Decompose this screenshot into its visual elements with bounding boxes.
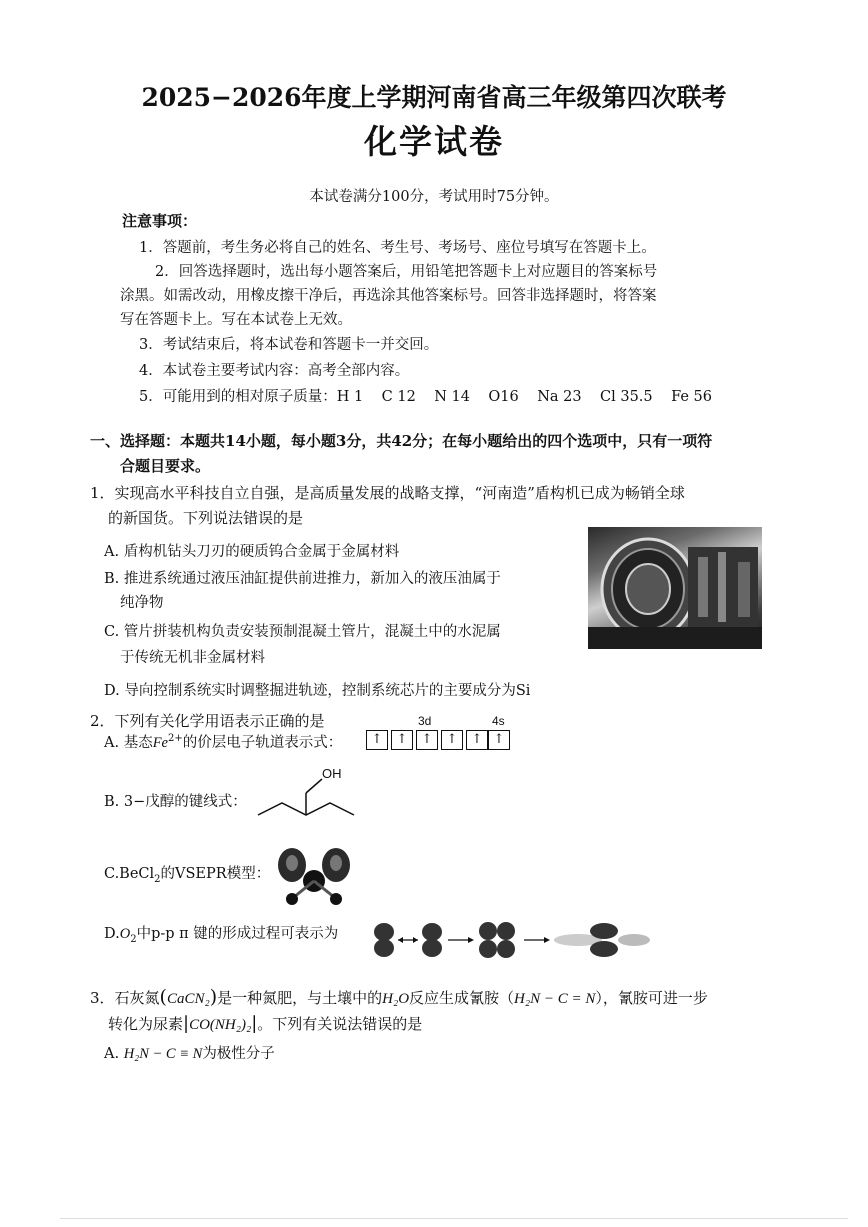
exam-title: 2025−2026年度上学期河南省高三年级第四次联考 <box>141 83 727 112</box>
q3-stem-line2: 转化为尿素|CO(NH₂)₂|。下列有关说法错误的是 <box>108 1013 423 1034</box>
q3-text-2: 是一种氮肥，与土壤中的 <box>217 989 383 1007</box>
q2-option-d-prefix: D. <box>104 926 120 942</box>
q3-option-a-formula: H₂N − C ≡ N <box>123 1046 203 1062</box>
o2-symbol: O <box>119 926 131 942</box>
vsepr-model <box>270 845 360 905</box>
orbital-diagram-4s <box>488 729 513 750</box>
q1-option-a: A. 盾构机钻头刀刃的硬质钨合金属于金属材料 <box>104 544 400 560</box>
q3-text-4: ），氰胺可进一步 <box>595 989 708 1007</box>
q3-text-6: 。下列有关说法错误的是 <box>257 1015 423 1033</box>
q2-option-b: B. 3−戊醇的键线式： <box>104 794 247 810</box>
score-time-note: 本试卷满分100分，考试用时75分钟。 <box>309 189 559 205</box>
pi-bond-formation-diagram <box>366 918 656 962</box>
o2-sub: 2 <box>130 933 137 945</box>
orbital-box: ↑ <box>441 730 463 750</box>
q2-option-c-suffix: 的VSEPR模型： <box>160 866 271 882</box>
notice-item-2-line3: 写在答题卡上。写在本试卷上无效。 <box>120 312 352 328</box>
q2-option-a <box>104 731 342 752</box>
notice-item-2-line2: 涂黑。如需改动，用橡皮擦干净后，再选涂其他答案标号。回答非选择题时，将答案 <box>120 288 657 304</box>
notice-heading: 注意事项： <box>122 212 198 230</box>
cacn2-formula: CaCN₂ <box>166 991 210 1007</box>
notice-item-3: 3．考试结束后，将本试卷和答题卡一并交回。 <box>139 337 439 353</box>
q3-text-5: 转化为尿素 <box>108 1015 184 1033</box>
q3-stem-line1: 3．石灰氮(CaCN₂)是一种氮肥，与土壤中的H₂O反应生成氰胺（H₂N − C = N），氰胺可进一步 <box>90 986 708 1008</box>
h2o-formula: H₂O <box>382 991 410 1007</box>
orbital-diagram-3d <box>366 729 491 750</box>
notice-item-1: 1．答题前，考生务必将自己的姓名、考生号、考场号、座位号填写在答题卡上。 <box>139 240 656 256</box>
orbital-box: ↑ <box>466 730 488 750</box>
q3-option-a-text: 为极性分子 <box>202 1046 275 1062</box>
oh-label: OH <box>322 766 342 781</box>
q2-option-a-prefix: A. 基态 <box>104 735 153 751</box>
becl-prefix: C.BeCl <box>104 866 155 882</box>
q3-option-a <box>104 1042 275 1063</box>
notice-item-4: 4．本试卷主要考试内容：高考全部内容。 <box>139 363 410 379</box>
cyanamide-formula: H₂N − C = N <box>514 991 596 1007</box>
becl-sub: 2 <box>154 873 161 885</box>
fe-symbol: Fe <box>152 735 168 751</box>
q2-option-c <box>104 862 270 885</box>
pentanol-skeletal-formula <box>250 765 370 830</box>
q1-stem-line1: 1．实现高水平科技自立自强，是高质量发展的战略支撑，“河南造”盾构机已成为畅销全球 <box>90 484 685 502</box>
section-1-line1: 一、选择题：本题共14小题，每小题3分，共42分；在每小题给出的四个选项中，只有一项符 <box>90 432 713 450</box>
section-1-heading <box>90 430 712 451</box>
orbital-box: ↑ <box>366 730 388 750</box>
label-4s: 4s <box>492 714 505 728</box>
section-1-line2: 合题目要求。 <box>120 457 211 475</box>
label-3d: 3d <box>418 714 432 728</box>
q1-option-c-line1: C. 管片拼装机构负责安装预制混凝土管片，混凝土中的水泥属 <box>104 624 501 640</box>
q3-text-1: 3．石灰氮 <box>90 989 160 1007</box>
page-bottom-divider <box>60 1218 848 1219</box>
q2-stem: 2．下列有关化学用语表示正确的是 <box>90 712 325 730</box>
fe-charge: 2+ <box>168 733 183 745</box>
urea-formula: CO(NH₂)₂ <box>189 1017 252 1033</box>
notice-item-2-line1: 2．回答选择题时，选出每小题答案后，用铅笔把答题卡上对应题目的答案标号 <box>155 264 658 280</box>
tunnel-boring-machine-photo <box>588 527 762 649</box>
q1-option-c-line2: 于传统无机非金属材料 <box>120 650 265 666</box>
subject-title: 化学试卷 <box>364 122 504 161</box>
q2-option-d-suffix: 中p-p π 键的形成过程可表示为 <box>136 926 339 942</box>
notice-item-5: 5．可能用到的相对原子质量：H 1 C 12 N 14 O16 Na 23 Cl 35.5 Fe 56 <box>139 389 712 405</box>
q2-option-a-suffix: 的价层电子轨道表示式： <box>182 735 343 751</box>
q1-stem-line2: 的新国货。下列说法错误的是 <box>108 509 304 527</box>
q1-option-b-line2: 纯净物 <box>120 595 164 611</box>
q1-option-d: D. 导向控制系统实时调整掘进轨迹，控制系统芯片的主要成分为Si <box>104 683 531 699</box>
q2-option-d <box>104 922 338 945</box>
q3-text-3: 反应生成氰胺（ <box>409 989 515 1007</box>
orbital-box: ↑ <box>488 730 510 750</box>
orbital-box: ↑ <box>391 730 413 750</box>
orbital-box: ↑ <box>416 730 438 750</box>
q3-option-a-prefix: A. <box>104 1046 124 1062</box>
q1-option-b-line1: B. 推进系统通过液压油缸提供前进推力，新加入的液压油属于 <box>104 571 501 587</box>
